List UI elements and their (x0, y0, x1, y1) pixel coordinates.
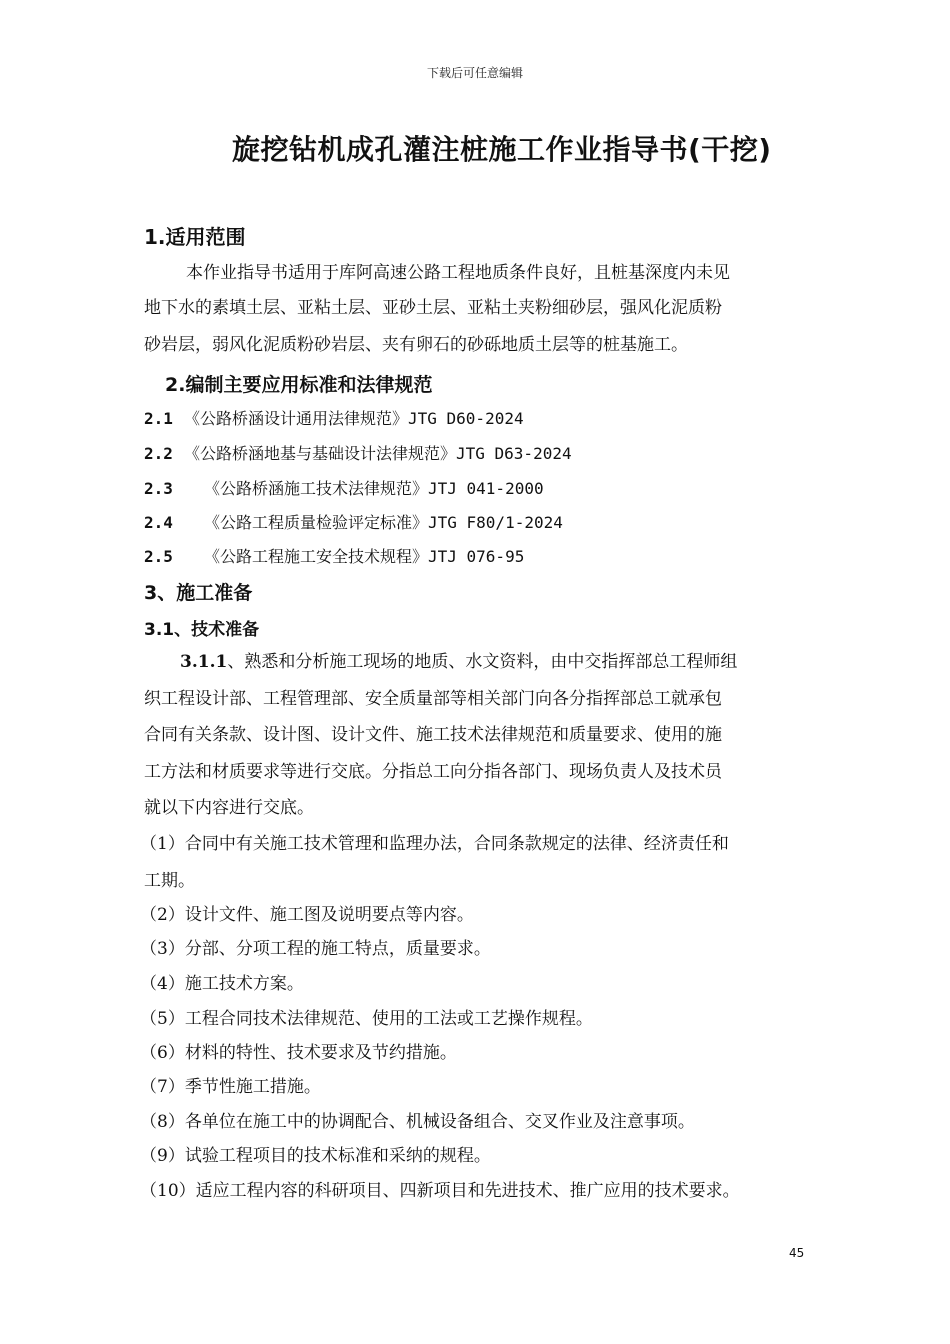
list-item: （4）施工技术方案。 (140, 974, 304, 994)
list-item: （8）各单位在施工中的协调配合、机械设备组合、交叉作业及注意事项。 (140, 1112, 695, 1132)
reference-number: 2.2 (144, 444, 173, 463)
list-item: （7）季节性施工措施。 (140, 1077, 321, 1097)
reference-text: 《公路工程施工安全技术规程》JTJ 076-95 (204, 547, 525, 566)
paragraph-line: 工方法和材质要求等进行交底。分指总工向分指各部门、现场负责人及技术员 (144, 762, 722, 782)
section-3-1-heading: 3.1、技术准备 (144, 620, 260, 640)
reference-line (144, 441, 814, 464)
paragraph-number: 3.1.1 (180, 652, 228, 672)
paragraph-line: 就以下内容进行交底。 (144, 798, 314, 818)
section-1-line: 砂岩层，弱风化泥质粉砂岩层、夹有卵石的砂砾地质土层等的桩基施工。 (144, 335, 688, 355)
list-item: 工期。 (144, 871, 195, 891)
paragraph-line: 织工程设计部、工程管理部、安全质量部等相关部门向各分指挥部总工就承包 (144, 689, 722, 709)
reference-text: 《公路桥涵地基与基础设计法律规范》JTG D63-2024 (184, 444, 572, 463)
page-number: 45 (789, 1246, 805, 1260)
reference-number: 2.5 (144, 547, 173, 566)
header-note: 下载后可任意编辑 (426, 66, 523, 80)
reference-line (144, 544, 814, 567)
reference-line (144, 406, 814, 429)
reference-text: 《公路桥涵设计通用法律规范》JTG D60-2024 (184, 409, 524, 428)
list-item: （9）试验工程项目的技术标准和采纳的规程。 (140, 1146, 491, 1166)
reference-line (144, 510, 814, 533)
reference-text: 《公路桥涵施工技术法律规范》JTJ 041-2000 (204, 479, 544, 498)
list-item: （5）工程合同技术法律规范、使用的工法或工艺操作规程。 (140, 1009, 593, 1029)
section-2-heading: 2.编制主要应用标准和法律规范 (165, 374, 433, 396)
paragraph-text: 、熟悉和分析施工现场的地质、水文资料，由中交指挥部总工程师组 (227, 652, 738, 672)
list-item: （2）设计文件、施工图及说明要点等内容。 (140, 905, 474, 925)
list-item: （6）材料的特性、技术要求及节约措施。 (140, 1043, 457, 1063)
reference-number: 2.1 (144, 409, 173, 428)
list-item: （10）适应工程内容的科研项目、四新项目和先进技术、推广应用的技术要求。 (140, 1181, 740, 1201)
reference-number: 2.4 (144, 513, 173, 532)
section-1-heading: 1.适用范围 (144, 225, 246, 249)
section-1-line: 本作业指导书适用于库阿高速公路工程地质条件良好，且桩基深度内未见 (186, 263, 730, 283)
reference-text: 《公路工程质量检验评定标准》JTG F80/1-2024 (204, 513, 563, 532)
section-3-heading: 3、施工准备 (144, 582, 253, 604)
list-item: （3）分部、分项工程的施工特点，质量要求。 (140, 939, 491, 959)
section-1-line: 地下水的素填土层、亚粘土层、亚砂土层、亚粘土夹粉细砂层，强风化泥质粉 (144, 298, 722, 318)
reference-number: 2.3 (144, 479, 173, 498)
list-item: （1）合同中有关施工技术管理和监理办法，合同条款规定的法律、经济责任和 (140, 834, 729, 854)
paragraph-line (180, 645, 850, 679)
document-title: 旋挖钻机成孔灌注桩施工作业指导书(干挖) (232, 133, 772, 166)
reference-line (144, 476, 814, 499)
paragraph-line: 合同有关条款、设计图、设计文件、施工技术法律规范和质量要求、使用的施 (144, 725, 722, 745)
